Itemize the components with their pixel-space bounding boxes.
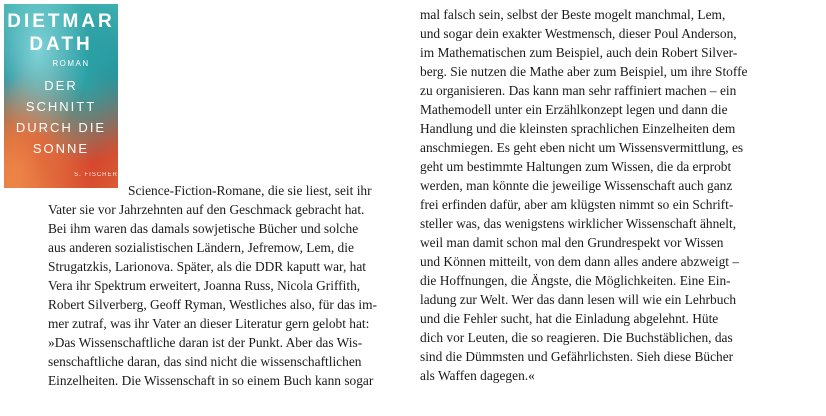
right-text-line: berg. Sie nutzen die Mathe aber zum Beispiel, um ihre Stoffe xyxy=(420,64,748,79)
cover-title-line: SCHNITT xyxy=(25,99,97,114)
cover-title-line: SONNE xyxy=(32,141,90,156)
right-text-line: mal falsch sein, selbst der Beste mogelt manchmal, Lem, xyxy=(420,7,726,22)
left-text-line: Science-Fiction-Romane, die sie liest, seit ihr xyxy=(128,183,372,198)
right-text-line: weil man damit schon mal den Grundrespekt vor Wissen xyxy=(420,235,724,250)
left-text-line: Einzelheiten. Die Wissenschaft in so einem Buch kann sogar xyxy=(48,373,374,388)
right-text-line: geht um bestimmte Haltungen zum Wissen, die da erprobt xyxy=(420,159,732,174)
right-text-line: die Hoffnungen, die Ängste, die Möglichkeiten. Eine Ein- xyxy=(420,273,731,288)
left-text-line: mer zutraf, was ihr Vater an dieser Literatur gern gelobt hat: xyxy=(48,316,370,331)
book-cover xyxy=(4,4,118,188)
right-text-line: als Waffen dagegen.« xyxy=(420,368,535,383)
right-text-line: dich vor Leuten, die so reagieren. Die Buchstäblichen, das xyxy=(420,330,733,345)
right-text-line: und Können mitteilt, von dem dann alles andere abzweigt – xyxy=(420,254,740,269)
cover-title-line: DURCH DIE xyxy=(15,120,107,135)
cover-title-line: DER xyxy=(44,78,78,93)
cover-genre: ROMAN xyxy=(52,59,90,68)
right-text-line: steller was, das wenigstens wirklicher Wissenschaft ähnelt, xyxy=(420,216,737,231)
left-text-line: Strugatzkis, Larionova. Später, als die DDR kaputt war, hat xyxy=(48,259,366,274)
right-text-line: sind die Dümmsten und Gefährlichsten. Sieh diese Bücher xyxy=(420,349,734,364)
right-text-line: Handlung und die kleinsten sprachlichen Einzelheiten dem xyxy=(420,121,736,136)
left-text-line: Robert Silverberg, Geoff Ryman, Westliches also, für das im- xyxy=(48,297,377,312)
right-text-line: im Mathematischen zum Beispiel, auch dein Robert Silver- xyxy=(420,45,738,60)
left-text-line: Bei ihm waren das damals sowjetische Bücher und solche xyxy=(48,221,359,236)
left-text-line: Vera ihr Spektrum erweitert, Joanna Russ, Nicola Griffith, xyxy=(48,278,361,293)
right-text-line: werden, man könnte die jeweilige Wissenschaft auch ganz xyxy=(420,178,733,193)
right-text-line: und die Fehler sucht, hat die Einladung abgelehnt. Hüte xyxy=(420,311,719,326)
right-text-line: und sogar dein exakter Westmensch, dieser Poul Anderson, xyxy=(420,26,737,41)
right-text-line: frei erfinden dafür, aber am klügsten nimmt so ein Schrift- xyxy=(420,197,734,212)
left-text-line: Vater sie vor Jahrzehnten auf den Geschmack gebracht hat. xyxy=(48,202,365,217)
cover-author-line1: DIETMAR xyxy=(7,11,115,32)
left-text-line: »Das Wissenschaftliche daran ist der Punkt. Aber das Wis- xyxy=(48,335,363,350)
cover-publisher: S. FISCHER xyxy=(74,172,118,178)
left-text-line: aus anderen sozialistischen Ländern, Jefremow, Lem, die xyxy=(48,240,354,255)
right-text-line: zu organisieren. Das kann man sehr raffiniert machen – ein xyxy=(420,83,737,98)
right-text-line: Mathemodell unter ein Erzählkonzept legen und dann die xyxy=(420,102,728,117)
left-text-line: senschaftliche daran, das sind nicht die wissenschaftlichen xyxy=(48,354,362,369)
right-text-line: anschmiegen. Es geht eben nicht um Wissensvermittlung, es xyxy=(420,140,744,155)
cover-author-line2: DATH xyxy=(29,34,93,55)
right-text-line: ladung zur Welt. Wer das dann lesen will wie ein Lehrbuch xyxy=(420,292,737,307)
